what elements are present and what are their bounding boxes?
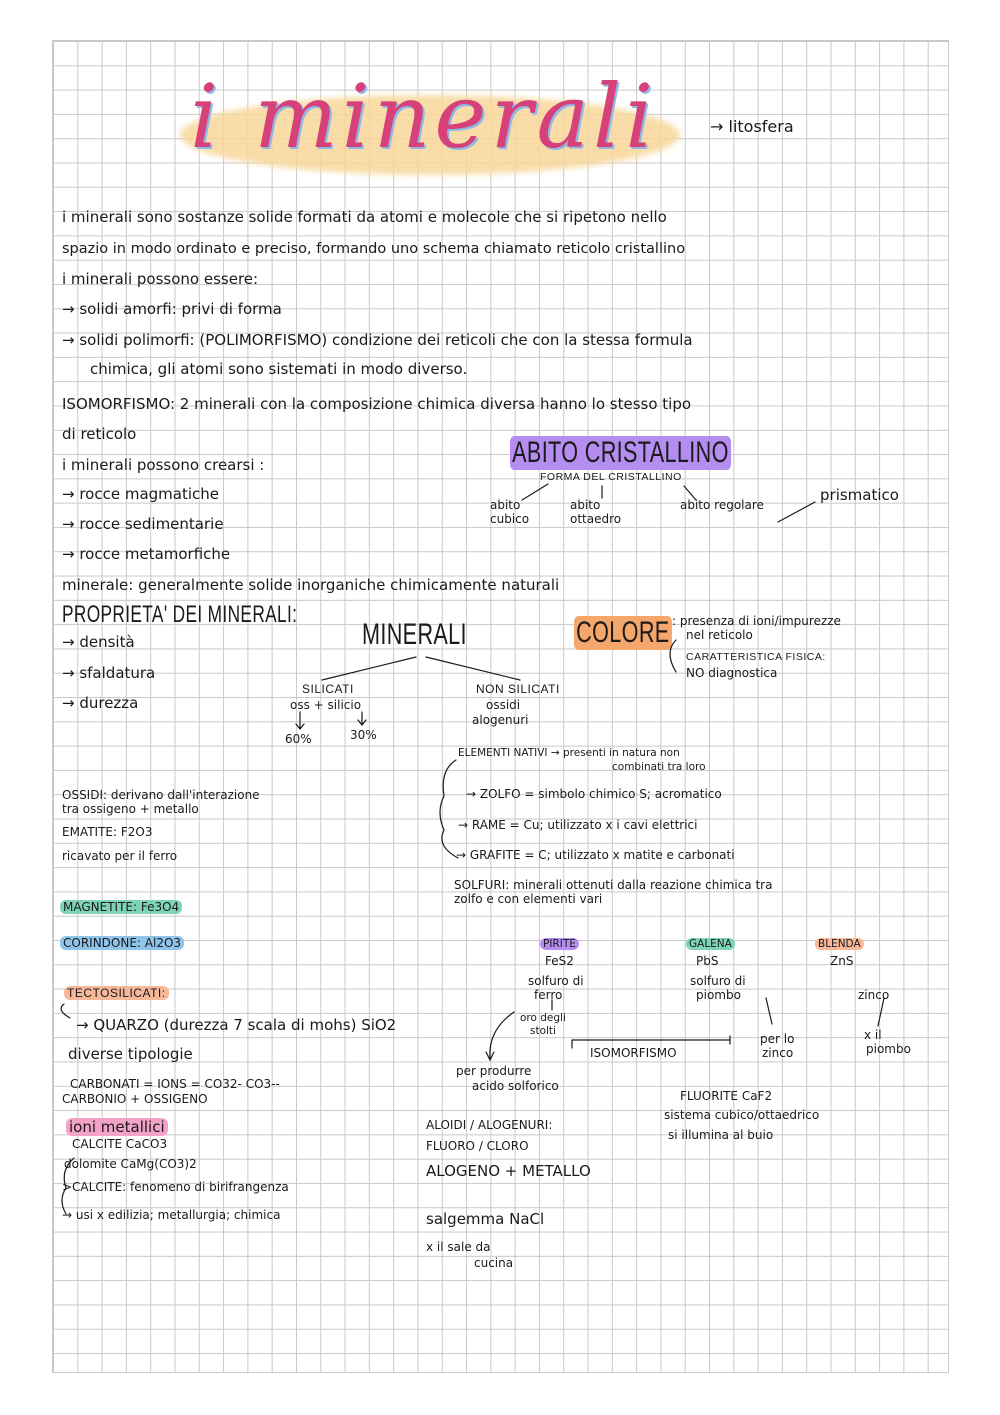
produrre: per produrre — [456, 1064, 532, 1078]
isomorfismo-line — [572, 1036, 730, 1048]
intro-line: i minerali possono essere: — [62, 270, 259, 288]
silicati-arrow — [296, 712, 304, 729]
abito-item: abito ottaedro — [570, 498, 622, 526]
elementi-item: → ZOLFO = simbolo chimico S; acromatico — [466, 787, 722, 801]
ematite-note: ricavato per il ferro — [62, 849, 178, 863]
galena-label: GALENA — [686, 938, 735, 950]
calcite2: >CALCITE: fenomeno di birifrangenza — [62, 1180, 289, 1194]
abito-sub: FORMA DEL CRISTALLINO — [540, 471, 682, 483]
intro-line: → rocce magmatiche — [62, 485, 220, 503]
x-il: piombo — [866, 1042, 911, 1056]
abito-extra: prismatico — [820, 486, 899, 504]
silicati-arrow — [358, 712, 366, 725]
intro-line: di reticolo — [62, 425, 137, 443]
carbonati: CARBONATI = IONS = CO32- CO3-- — [70, 1077, 280, 1091]
corindone: CORINDONE: Al2O3 — [60, 936, 184, 950]
proprieta-item: → sfaldatura — [62, 664, 156, 682]
tecto-bracket — [62, 1158, 74, 1214]
dolomite: dolomite CaMg(CO3)2 — [64, 1157, 197, 1171]
elementi-heading: combinati tra loro — [612, 761, 706, 773]
tecto-heading: TECTOSILICATI: — [64, 986, 169, 1000]
abito-heading: ABITO CRISTALLINO — [510, 436, 731, 470]
proprieta-heading: PROPRIETA' DEI MINERALI: — [62, 601, 298, 628]
calcite: CALCITE CaCO3 — [72, 1137, 168, 1151]
elementi-item: → RAME = Cu; utilizzato x i cavi elettrici — [458, 818, 698, 832]
ossidi-text: OSSIDI: derivano dall'interazione — [62, 788, 260, 802]
ossidi-bracket — [61, 1004, 70, 1018]
alogenuri-text: ALOIDI / ALOGENURI: — [426, 1118, 553, 1132]
galena-formula: PbS — [696, 954, 719, 968]
pirite-desc: ferro — [534, 988, 563, 1002]
sale: x il sale da — [426, 1240, 491, 1254]
blenda-line — [878, 998, 884, 1026]
fluorite-text: sistema cubico/ottaedrico — [664, 1108, 820, 1122]
non-silicati-sub: ossidi — [486, 698, 521, 712]
elementi-bracket — [440, 760, 458, 858]
intro-line: minerale: generalmente solide inorganiche chimicamente naturali — [62, 576, 560, 594]
colore-text: nel reticolo — [686, 628, 753, 642]
non-silicati-sub: alogenuri — [472, 713, 529, 727]
colore-text: NO diagnostica — [686, 666, 778, 680]
blenda-formula: ZnS — [830, 954, 854, 968]
blenda-desc: zinco — [858, 988, 890, 1002]
sale: cucina — [474, 1256, 514, 1270]
intro-line: ISOMORFISMO: 2 minerali con la composizione chimica diversa hanno lo stesso tipo — [62, 395, 692, 413]
isomorfismo-label: ISOMORFISMO — [590, 1046, 677, 1060]
minerali-branch — [426, 657, 520, 680]
abito-item: abito cubico — [490, 498, 530, 526]
produrre: acido solforico — [472, 1079, 559, 1093]
elementi-heading: ELEMENTI NATIVI → presenti in natura non — [458, 747, 680, 759]
abito-branch — [778, 502, 815, 522]
minerali-heading: MINERALI — [362, 618, 467, 651]
fluorite-text: si illumina al buio — [668, 1128, 774, 1142]
title-note: → litosfera — [710, 117, 794, 136]
solfuri-text: SOLFURI: minerali ottenuti dalla reazione chimica tra — [454, 878, 773, 892]
intro-line: → solidi polimorfi: (POLIMORFISMO) condizione dei reticoli che con la stessa formula — [62, 331, 693, 349]
ematite: EMATITE: F2O3 — [62, 825, 153, 839]
proprieta-item: → densità — [62, 633, 135, 651]
pirite-formula: FeS2 — [545, 954, 574, 968]
intro-line: → rocce metamorfiche — [62, 545, 231, 563]
solfuri-text: zolfo e con elementi vari — [454, 892, 603, 906]
alogenuri-text: ALOGENO + METALLO — [426, 1162, 591, 1180]
pct-label: 30% — [350, 728, 377, 742]
pct-label: 60% — [285, 732, 312, 746]
abito-branch — [522, 484, 548, 500]
elementi-item: → GRAFITE = C; utilizzato x matite e carbonati — [456, 848, 735, 862]
magnetite: MAGNETITE: Fe3O4 — [60, 900, 182, 914]
tipologie: diverse tipologie — [68, 1045, 193, 1063]
proprieta-item: → durezza — [62, 694, 139, 712]
per-lo: per lo — [760, 1032, 795, 1046]
intro-line: → rocce sedimentarie — [62, 515, 224, 533]
intro-line: → solidi amorfi: privi di forma — [62, 300, 282, 318]
abito-branch — [684, 486, 696, 500]
intro-line: chimica, gli atomi sono sistemati in modo diverso. — [90, 360, 468, 378]
galena-desc: solfuro di — [690, 974, 746, 988]
intro-line: spazio in modo ordinato e preciso, formando uno schema chiamato reticolo cristallino — [62, 241, 686, 257]
colore-text: CARATTERISTICA FISICA: — [686, 651, 826, 663]
blenda-label: BLENDA — [815, 938, 864, 950]
non-silicati-label: NON SILICATI — [476, 682, 560, 696]
galena-line — [766, 998, 772, 1024]
usi: → usi x edilizia; metallurgia; chimica — [62, 1208, 281, 1222]
page-title: i minerali — [190, 65, 658, 168]
minerali-branch — [322, 657, 416, 680]
x-il: x il — [864, 1028, 882, 1042]
colore-heading: COLORE — [574, 616, 672, 650]
abito-item: abito regolare — [680, 498, 764, 512]
pirite-note: oro degli — [520, 1012, 566, 1024]
carbonati: CARBONIO + OSSIGENO — [62, 1092, 208, 1106]
fluorite-text: FLUORITE CaF2 — [680, 1089, 773, 1103]
ioni: ioni metallici — [66, 1118, 168, 1136]
pirite-desc: solfuro di — [528, 974, 584, 988]
intro-line: i minerali sono sostanze solide formati da atomi e molecole che si ripetono nello — [62, 208, 667, 226]
per-lo: zinco — [762, 1046, 794, 1060]
ossidi-text: tra ossigeno + metallo — [62, 802, 199, 816]
pirite-bracket — [486, 1012, 514, 1060]
silicati-label: SILICATI — [302, 682, 354, 696]
galena-desc: piombo — [696, 988, 741, 1002]
colore-arrow — [670, 640, 676, 672]
silicati-sub: oss + silicio — [290, 698, 362, 712]
pirite-label: PIRITE — [540, 938, 579, 950]
intro-line: i minerali possono crearsi : — [62, 456, 265, 474]
salgemma: salgemma NaCl — [426, 1210, 545, 1228]
quarzo: → QUARZO (durezza 7 scala di mohs) SiO2 — [76, 1016, 397, 1034]
colore-text: : presenza di ioni/impurezze — [672, 614, 841, 628]
pirite-note: stolti — [530, 1025, 556, 1037]
alogenuri-text: FLUORO / CLORO — [426, 1139, 529, 1153]
